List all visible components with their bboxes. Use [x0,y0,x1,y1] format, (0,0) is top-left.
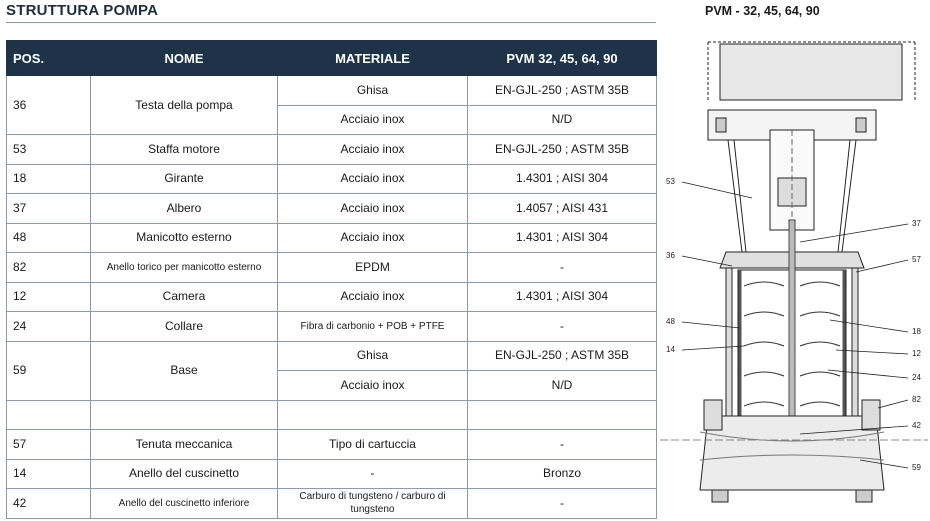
cell-pos: 37 [7,194,91,224]
table-row [7,76,657,106]
cell-materiale: EPDM [278,253,468,283]
header-nome: NOME [91,41,278,76]
diagram-label-14: 14 [666,345,675,354]
cell-materiale: Acciaio inox [278,282,468,312]
diagram-label-36: 36 [666,251,675,260]
header-model: PVM 32, 45, 64, 90 [468,41,657,76]
diagram-label-59: 59 [912,463,921,472]
cell-materiale: Tipo di cartuccia [278,430,468,460]
table-header-row [7,41,657,76]
cell-materiale: Carburo di tungsteno / carburo di tungsteno [278,489,468,519]
cell-pos: 36 [7,76,91,135]
diagram-label-18: 18 [912,327,921,336]
table-row [7,341,657,371]
cell-nome: Girante [91,164,278,194]
cell-model-value: N/D [468,105,657,135]
cell-model-value: - [468,489,657,519]
diagram-label-48: 48 [666,317,675,326]
cell-materiale: Ghisa [278,76,468,106]
cell-pos: 18 [7,164,91,194]
cell-pos: 42 [7,489,91,519]
table-row [7,489,657,519]
cell-pos: 24 [7,312,91,342]
table-row [7,312,657,342]
header-pos: POS. [7,41,91,76]
table-row [7,430,657,460]
cell-nome: Collare [91,312,278,342]
cell-model-value: EN-GJL-250 ; ASTM 35B [468,135,657,165]
cell-materiale: Acciaio inox [278,164,468,194]
cell-model-value [468,400,657,430]
cell-model-value: 1.4301 ; AISI 304 [468,223,657,253]
cell-materiale: Acciaio inox [278,194,468,224]
cell-materiale [278,400,468,430]
table-row [7,400,657,430]
cell-pos: 12 [7,282,91,312]
diagram-label-57: 57 [912,255,921,264]
diagram-label-24: 24 [912,373,921,382]
cell-model-value: - [468,430,657,460]
cell-model-value: EN-GJL-250 ; ASTM 35B [468,341,657,371]
table-row [7,282,657,312]
section-title: STRUTTURA POMPA [6,2,159,19]
cell-nome: Staffa motore [91,135,278,165]
cell-nome: Tenuta meccanica [91,430,278,460]
cell-model-value: - [468,253,657,283]
cell-materiale: Ghisa [278,341,468,371]
pump-cross-section-diagram [660,20,928,520]
cell-nome: Albero [91,194,278,224]
cell-nome: Base [91,341,278,400]
diagram-label-53: 53 [666,177,675,186]
cell-materiale: Acciaio inox [278,105,468,135]
table-row [7,253,657,283]
diagram-title: PVM - 32, 45, 64, 90 [705,4,820,18]
cell-nome: Manicotto esterno [91,223,278,253]
cell-materiale: Fibra di carbonio + POB + PTFE [278,312,468,342]
materials-table [6,40,657,519]
table-row [7,135,657,165]
cell-pos: 57 [7,430,91,460]
table-row [7,164,657,194]
cell-pos: 14 [7,459,91,489]
diagram-label-42: 42 [912,421,921,430]
cell-model-value: N/D [468,371,657,401]
cell-materiale: Acciaio inox [278,135,468,165]
cell-model-value: - [468,312,657,342]
cell-nome: Testa della pompa [91,76,278,135]
title-divider [6,22,656,23]
cell-pos: 53 [7,135,91,165]
table-row [7,459,657,489]
cell-model-value: Bronzo [468,459,657,489]
cell-pos: 82 [7,253,91,283]
cell-model-value: EN-GJL-250 ; ASTM 35B [468,76,657,106]
cell-materiale: Acciaio inox [278,223,468,253]
cell-materiale: - [278,459,468,489]
table-row [7,194,657,224]
cell-nome [91,400,278,430]
cell-nome: Anello torico per manicotto esterno [91,253,278,283]
diagram-label-37: 37 [912,219,921,228]
cell-materiale: Acciaio inox [278,371,468,401]
cell-model-value: 1.4301 ; AISI 304 [468,164,657,194]
cell-pos [7,400,91,430]
table-row [7,223,657,253]
cell-model-value: 1.4057 ; AISI 431 [468,194,657,224]
diagram-label-82: 82 [912,395,921,404]
cell-pos: 59 [7,341,91,400]
header-materiale: MATERIALE [278,41,468,76]
cell-nome: Anello del cuscinetto [91,459,278,489]
cell-nome: Anello del cuscinetto inferiore [91,489,278,519]
table-body [7,76,657,519]
diagram-label-12: 12 [912,349,921,358]
cell-nome: Camera [91,282,278,312]
cell-pos: 48 [7,223,91,253]
cell-model-value: 1.4301 ; AISI 304 [468,282,657,312]
